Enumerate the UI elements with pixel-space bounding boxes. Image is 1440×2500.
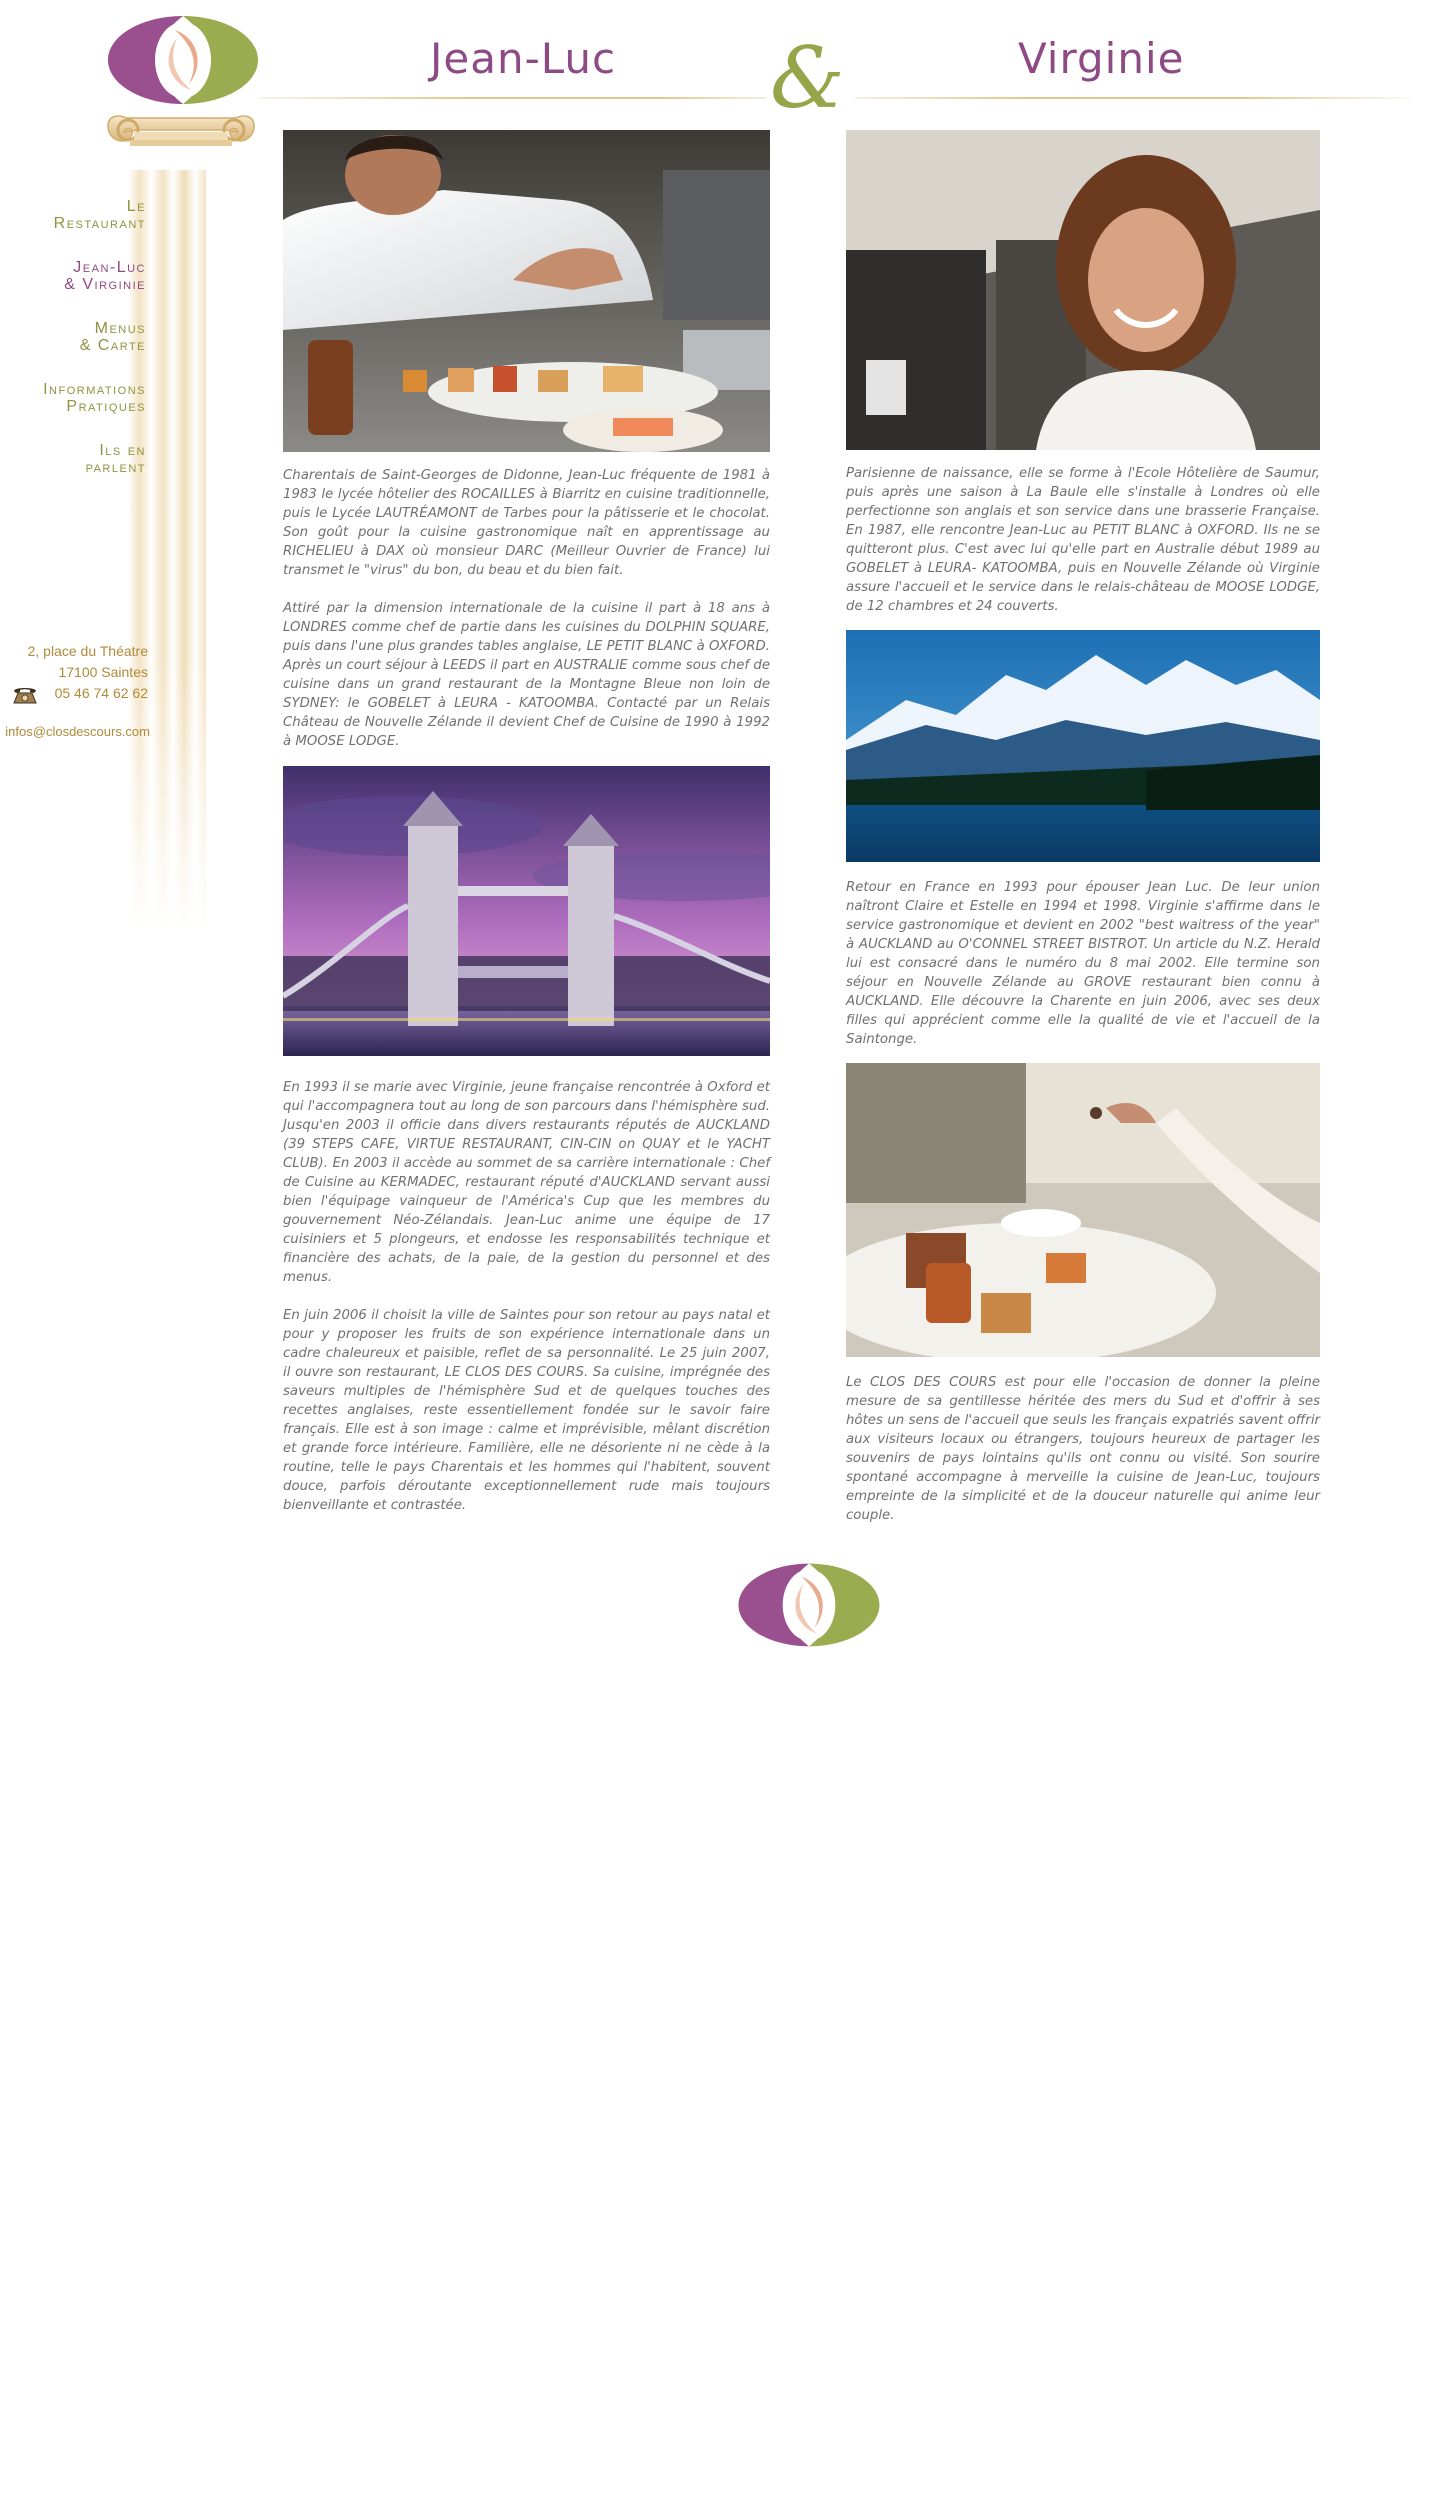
- jean-luc-paragraph-4: En juin 2006 il choisit la ville de Saintes pour son retour au pays natal et pour y proposer les fruits de son expérience internationale dans un cadre chaleureux et paisible, reflet de sa personnalité. Le 25 juin 2007, il ouvre son restaurant, LE CLOS DES COURS. Sa cuisine, imprégnée des saveurs multiples de l'hémisphère Sud et de quelques touches des recettes anglaises, reste essentiellement fondée sur le savoir faire français. Elle est à son image : calme et imprévisible, mêlant discrétion et grande force intérieure. Familière, elle ne désoriente ni ne cède à la routine, telle le pays Charentais et les hommes qui l'habitent, souvent douce, parfois déroutante exceptionnellement rude mais toujours bienveillante et contrastée.: [283, 1308, 770, 1513]
- jean-luc-column: [283, 130, 770, 1515]
- ampersand: &: [770, 29, 845, 127]
- phone-number: 05 46 74 62 62: [54, 685, 148, 701]
- title-jean-luc: Jean-Luc: [430, 34, 617, 83]
- virginie-paragraph-3: Le CLOS DES COURS est pour elle l'occasion de donner la pleine mesure de sa gentillesse héritée des mers du Sud et d'offrir à ses hôtes un sens de l'accueil que seuls les français expatriés savent offrir aux visiteurs locaux ou étrangers, toujours heureux de partager les souvenirs de pays lointains qu'ils ont connu ou visité. Son sourire spontané accompagne à merveille la cuisine de Jean-Luc, toujours empreinte de la simplicité et de la douceur naturelle qui anime leur couple.: [846, 1375, 1320, 1523]
- footer-logo[interactable]: [733, 1558, 885, 1652]
- nav-label-line2: & Virginie: [64, 276, 146, 293]
- jean-luc-paragraph-3: En 1993 il se marie avec Virginie, jeune française rencontrée à Oxford et qui l'accompagnera tout au long de son parcours dans l'hémisphère sud. Jusqu'en 2003 il officie dans divers restaurants réputés de AUCKLAND (39 STEPS CAFE, VIRTUE RESTAURANT, CIN-CIN on QUAY et le YACHT CLUB). En 2003 il accède au sommet de sa carrière internationale : Chef de Cuisine au KERMADEC, restaurant réputé d'AUCKLAND servant aussi bien l'équipage vainqueur de l'América's Cup que les membres du gouvernement Néo-Zélandais. Jean-Luc anime une équipe de 17 cuisiniers et 5 plongeurs, et endosse les responsabilités technique et financière des achats, de la paie, de la gestion du personnel et des menus.: [283, 1080, 770, 1285]
- nav-label-line2: parlent: [85, 459, 146, 476]
- nav-label-line2: Pratiques: [66, 398, 146, 415]
- sidebar-nav: [0, 198, 146, 503]
- nav-item-informations[interactable]: [0, 381, 146, 415]
- nav-item-jean-luc-virginie[interactable]: [0, 259, 146, 293]
- nav-label-line2: Restaurant: [53, 215, 146, 232]
- nav-label-line2: & Carte: [79, 337, 146, 354]
- address-block: [0, 641, 148, 704]
- nav-label-line1: Jean-Luc: [73, 259, 146, 276]
- title-virginie: Virginie: [1018, 34, 1185, 83]
- nav-label-line1: Informations: [43, 381, 146, 398]
- address-street: 2, place du Théatre: [27, 643, 148, 659]
- virginie-portrait-photo: [846, 130, 1320, 450]
- nav-item-menus[interactable]: [0, 320, 146, 354]
- logo[interactable]: [103, 10, 263, 110]
- mountain-lake-photo: [846, 630, 1320, 862]
- telephone-icon: [12, 685, 38, 705]
- virginie-column: [846, 130, 1320, 1525]
- chef-plating-photo: [283, 130, 770, 452]
- nav-label-line1: Menus: [94, 320, 146, 337]
- served-dish-photo: [846, 1063, 1320, 1357]
- virginie-paragraph-2: Retour en France en 1993 pour épouser Jean Luc. De leur union naîtront Claire et Estelle en 1994 et 1998. Virginie s'affirme dans le service gastronomique et devient en 2002 "best waitress of the year" à AUCKLAND au O'CONNEL STREET BISTROT. Un article du N.Z. Herald lui est consacré dans le numéro du 8 mai 2002. Elle termine son séjour en Nouvelle Zélande au GROVE restaurant bien connu à AUCKLAND. Elle découvre la Charente en juin 2006, avec ses deux filles qui apprécient comme elle la qualité de vie et l'accueil de la Saintonge.: [846, 880, 1320, 1047]
- nav-item-restaurant[interactable]: [0, 198, 146, 232]
- column-capital: [104, 112, 258, 178]
- tower-bridge-photo: [283, 766, 770, 1056]
- header-rule-right: [855, 97, 1410, 99]
- nav-label-line1: Ils en: [99, 442, 146, 459]
- jean-luc-paragraph-2: Attiré par la dimension internationale de la cuisine il part à 18 ans à LONDRES comme chef de partie dans les cuisines du DOLPHIN SQUARE, puis dans l'une plus grandes tables anglaise, LE PETIT BLANC à OXFORD. Après un court séjour à LEEDS il part en AUSTRALIE comme sous chef de cuisine dans un grand restaurant de la Montagne Bleue non loin de SYDNEY: le GOBELET à LEURA - KATOOMBA. Contacté par un Relais Château de Nouvelle Zélande il devient Chef de Cuisine de 1990 à 1992 à MOOSE LODGE.: [283, 601, 770, 749]
- jean-luc-paragraph-1: Charentais de Saint-Georges de Didonne, Jean-Luc fréquente de 1981 à 1983 le lycée hôtelier des ROCAILLES à Biarritz en cuisine traditionnelle, puis le Lycée LAUTRÉAMONT de Tarbes pour la pâtisserie et le chocolat. Son goût pour la cuisine gastronomique naît en apprentissage au RICHELIEU à DAX où monsieur DARC (Meilleur Ouvrier de France) lui transmet le "virus" du bon, du beau et du bien fait.: [283, 468, 770, 578]
- virginie-paragraph-1: Parisienne de naissance, elle se forme à l'Ecole Hôtelière de Saumur, puis après une saison à La Baule elle s'installe à Londres où elle perfectionne son anglais et son service dans une brasserie Française. En 1987, elle rencontre Jean-Luc au PETIT BLANC à OXFORD. Ils ne se quitteront plus. C'est avec lui qu'elle part en Australie début 1989 au GOBELET à LEURA- KATOOMBA, puis en Nouvelle Zélande où Virginie assure l'accueil et le service dans le relais-château de MOOSE LODGE, de 12 chambres et 24 couverts.: [846, 466, 1320, 614]
- nav-item-ils-en-parlent[interactable]: [0, 442, 146, 476]
- header-rule-left: [258, 97, 766, 99]
- email-link[interactable]: infos@closdescours.com: [5, 724, 150, 739]
- nav-label-line1: Le: [126, 198, 146, 215]
- address-city: 17100 Saintes: [58, 664, 148, 680]
